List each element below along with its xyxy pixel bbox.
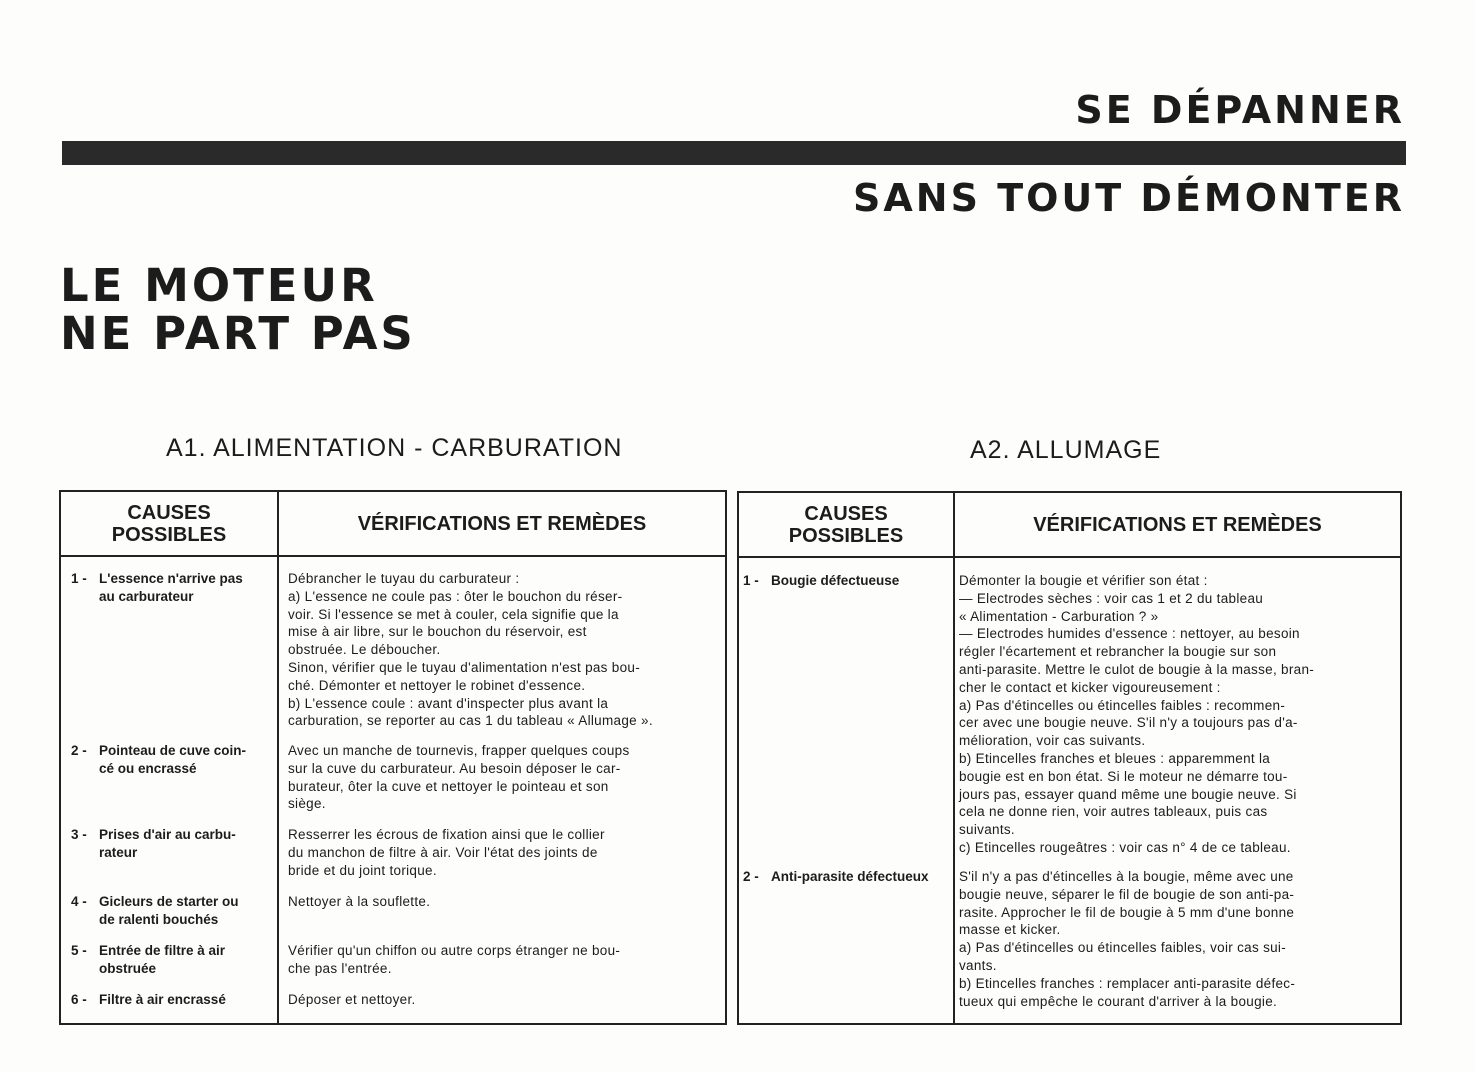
table-a1-col-verifications: VÉRIFICATIONS ET REMÈDES	[357, 512, 647, 535]
row-number: 4 -	[71, 894, 87, 909]
row-number: 1 -	[743, 573, 759, 588]
cause-text: L'essence n'arrive pas au carburateur	[99, 571, 243, 604]
table-a1-remede-3: Resserrer les écrous de fixation ainsi que le collier du manchon de filtre à air. Voir l'état des joints de bride et du joint torique.	[288, 827, 605, 878]
table-a2-header	[739, 493, 1400, 558]
header-rule	[62, 141, 1406, 165]
table-a1-cause-6	[71, 991, 274, 1009]
page-title	[60, 259, 416, 360]
cause-text: Pointeau de cuve coin- cé ou encrassé	[99, 743, 247, 776]
section-title-a2: A2. ALLUMAGE	[970, 436, 1162, 464]
header-title-line2: SANS TOUT DÉMONTER	[853, 176, 1405, 220]
header-title-line1: SE DÉPANNER	[1075, 88, 1405, 132]
row-number: 3 -	[71, 827, 87, 842]
table-a1-remede-1: Débrancher le tuyau du carburateur : a) L'essence ne coule pas : ôter le bouchon du réser- voir. Si l'essence se met à couler, cela signifie que la mise à air libre, sur le bouchon du réservoir, est obstruée. Le déboucher. Sinon, vérifier que le tuyau d'alimentation n'est pas bou- ché. Démonter et nettoyer le robinet d'essence. b) L'essence coule : avant d'inspecter plus avant la carburation, se reporter au cas 1 du tableau « Allumage ».	[288, 571, 653, 729]
table-a1-cause-1	[71, 570, 274, 606]
table-a1-divider	[277, 492, 279, 1023]
table-a2-remede-1: Démonter la bougie et vérifier son état : — Electrodes sèches : voir cas 1 et 2 du tableau « Alimentation - Carburation ? » — Electrodes humides d'essence : nettoyer, au besoin régler l'écartement et rebrancher la bougie sur son anti-parasite. Mettre le culot de bougie à la masse, bran- cher le contact et kicker vigoureusement : a) Pas d'étincelles ou étincelles faibles : recommen- cer avec une bougie neuve. S'il n'y a toujours pas d'a- mélioration, voir cas suivants. b) Etincelles franches et bleues : apparemment la bougie est en bon état. Si le moteur ne démarre tou- jours pas, essayer quand même une bougie neuve. Si cela ne donne rien, voir autres tableaux, puis cas suivants. c) Etincelles rougeâtres : voir cas n° 4 de ce tableau.	[959, 573, 1315, 855]
table-a2-cause-1	[743, 572, 951, 590]
row-number: 5 -	[71, 943, 87, 958]
table-a1-remede-2: Avec un manche de tournevis, frapper quelques coups sur la cuve du carburateur. Au besoin déposer le car- burateur, ôter la cuve et nettoyer le pointeau et son siège.	[288, 743, 630, 812]
table-a1-remede-4: Nettoyer à la souflette.	[288, 894, 431, 909]
cause-text: Prises d'air au carbu- rateur	[99, 827, 236, 860]
row-number: 1 -	[71, 571, 87, 586]
table-a1-remede-6: Déposer et nettoyer.	[288, 992, 416, 1007]
table-a1-cause-2	[71, 742, 274, 778]
table-a1-header	[61, 492, 725, 557]
section-title-a1: A1. ALIMENTATION - CARBURATION	[166, 434, 623, 462]
page-title-line2: NE PART PAS	[60, 307, 416, 360]
row-number: 2 -	[71, 743, 87, 758]
table-a2-cause-2	[743, 868, 951, 886]
row-number: 6 -	[71, 992, 87, 1007]
table-a1	[59, 490, 727, 1025]
table-a1-cause-3	[71, 826, 274, 862]
cause-text: Entrée de filtre à air obstruée	[99, 943, 226, 976]
table-a1-cause-5	[71, 942, 274, 978]
table-a2-remede-2: S'il n'y a pas d'étincelles à la bougie, même avec une bougie neuve, séparer le fil de bougie de son anti-pa- rasite. Approcher le fil de bougie à 5 mm d'une bonne masse et kicker. a) Pas d'étincelles ou étincelles faibles, voir cas sui- vants. b) Etincelles franches : remplacer anti-parasite défec- tueux qui empêche le courant d'arriver à la bougie.	[959, 869, 1296, 1009]
cause-text: Bougie défectueuse	[771, 573, 900, 588]
page-title-line1: LE MOTEUR	[60, 259, 378, 312]
cause-text: Filtre à air encrassé	[99, 992, 226, 1007]
table-a1-cause-4	[71, 893, 274, 929]
cause-text: Gicleurs de starter ou de ralenti bouchés	[99, 894, 239, 927]
table-a1-remede-5: Vérifier qu'un chiffon ou autre corps étranger ne bou- che pas l'entrée.	[288, 943, 621, 976]
table-a2-divider	[953, 493, 955, 1023]
row-number: 2 -	[743, 869, 759, 884]
table-a1-col-causes: CAUSES POSSIBLES	[111, 501, 227, 546]
table-a2	[737, 491, 1402, 1025]
table-a2-col-verifications: VÉRIFICATIONS ET REMÈDES	[1033, 513, 1322, 536]
cause-text: Anti-parasite défectueux	[771, 869, 929, 884]
table-a2-col-causes: CAUSES POSSIBLES	[788, 502, 904, 547]
